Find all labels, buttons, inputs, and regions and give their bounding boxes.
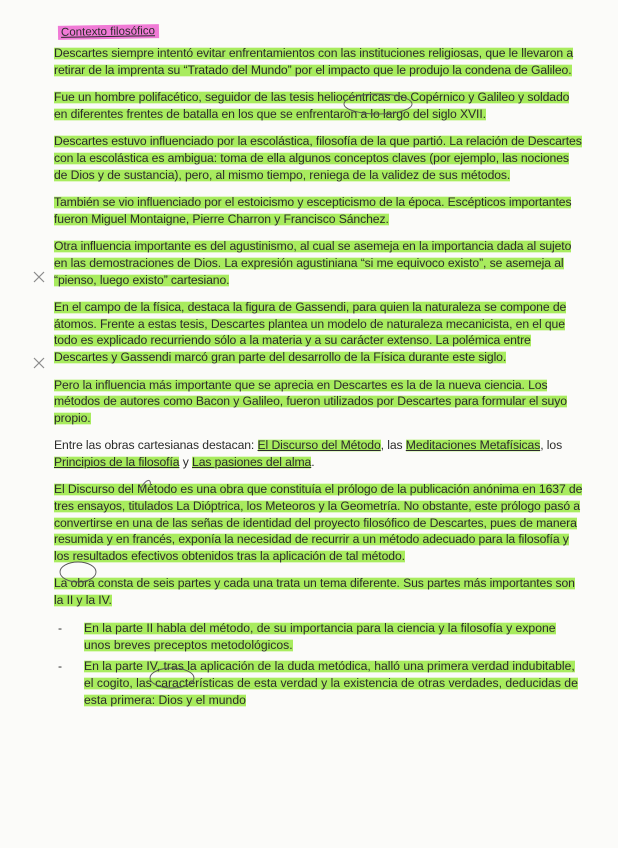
list-item xyxy=(84,620,584,654)
paragraph-3-text: Descartes estuvo influenciado por la escolástica, filosofía de la que partió. La relación de Descartes con la escolástica es ambigua: toma de ella algunos conceptos claves (por ejemplo, las nociones de Dios y de sustancia), pero, al mismo tiempo, reniega de la validez de sus métodos. xyxy=(54,134,582,182)
paragraph-5 xyxy=(54,238,584,288)
paragraph-1-text: Descartes siempre intentó evitar enfrentamientos con las instituciones religiosas, que le llevaron a retirar de la imprenta su “Tratado del Mundo” por el impacto que le produjo la condena de Galileo. xyxy=(54,46,574,77)
works-sep-2: , los xyxy=(540,438,563,453)
work-pasiones: Las pasiones del alma xyxy=(192,454,312,469)
paragraph-4 xyxy=(54,194,584,227)
section-title: Contexto filosófico xyxy=(58,24,159,40)
paragraph-6 xyxy=(54,299,584,365)
list-item xyxy=(84,658,584,709)
margin-x-mark xyxy=(34,358,44,368)
paragraph-7 xyxy=(54,377,584,427)
paragraph-3 xyxy=(54,133,584,183)
works-sep-1: , las xyxy=(380,438,406,453)
work-meditaciones: Meditaciones Metafísicas xyxy=(405,438,541,453)
paragraph-9-text: El Discurso del Método es una obra que constituía el prólogo de la publicación anónima en 1637 de tres ensayos, titulados La Dióptrica, los Meteoros y la Geometría. No obstante, este prólogo pasó a convertirse en una de las señas de identidad del proyecto filosófico de Descartes, pues de manera resumida y en francés, exponía la necesidad de recurrir a un método adecuado para la filosofía y los resultados efectivos obtenidos tras la aplicación de tal método. xyxy=(54,482,583,563)
works-lead: Entre las obras cartesianas destacan: xyxy=(54,438,258,453)
works-sep-3: y xyxy=(179,454,193,469)
paragraph-7-text: Pero la influencia más importante que se aprecia en Descartes es la de la nueva ciencia. Los métodos de autores como Bacon y Galileo, fueron utilizados por Descartes para formular el suyo propio. xyxy=(54,377,567,425)
paragraph-10-text: La obra consta de seis partes y cada una trata un tema diferente. Sus partes más importantes son la II y la IV. xyxy=(54,576,575,608)
list-item-text: En la parte II habla del método, de su importancia para la ciencia y la filosofía y expone unos breves preceptos metodológicos. xyxy=(84,620,556,652)
paragraph-10 xyxy=(54,575,584,608)
margin-x-mark xyxy=(34,272,44,282)
paragraph-5-text: Otra influencia importante es del agustinismo, al cual se asemeja en la importancia dada al sujeto en las demostraciones de Dios. La expresión agustiniana “si me equivoco existo”, se asemeja al “pienso, luego existo” cartesiano. xyxy=(54,239,572,287)
list-item-text: En la parte IV, tras la aplicación de la duda metódica, halló una primera verdad indubitable, el cogito, las características de esta verdad y la existencia de otras verdades, deducidas de esta primera: Dios y el mundo xyxy=(84,658,578,707)
paragraph-6-text: En el campo de la física, destaca la figura de Gassendi, para quien la naturaleza se compone de átomos. Frente a estas tesis, Descartes plantea un modelo de naturaleza mecanicista, en el que todo es explicado recurriendo sólo a la materia y a su carácter extenso. La polémica entre Descartes y Gassendi marcó gran parte del desarrollo de la Física durante este siglo. xyxy=(54,300,567,364)
work-discurso: El Discurso del Método xyxy=(257,438,381,453)
paragraph-2-text: Fue un hombre polifacético, seguidor de las tesis heliocéntricas de Copérnico y Galileo y soldado en diferentes frentes de batalla en los que se enfrentaron a lo largo del siglo XVII. xyxy=(54,90,570,121)
paragraph-9 xyxy=(54,481,584,564)
paragraph-2 xyxy=(54,89,584,122)
paragraph-1 xyxy=(54,45,584,78)
paragraph-works xyxy=(54,437,584,470)
paragraph-4-text: También se vio influenciado por el estoicismo y escepticismo de la época. Escépticos importantes fueron Miguel Montaigne, Pierre Charron y Francisco Sánchez. xyxy=(54,195,572,226)
works-end: . xyxy=(311,454,315,469)
parts-list xyxy=(54,620,584,709)
work-principios: Principios de la filosofía xyxy=(54,454,180,469)
